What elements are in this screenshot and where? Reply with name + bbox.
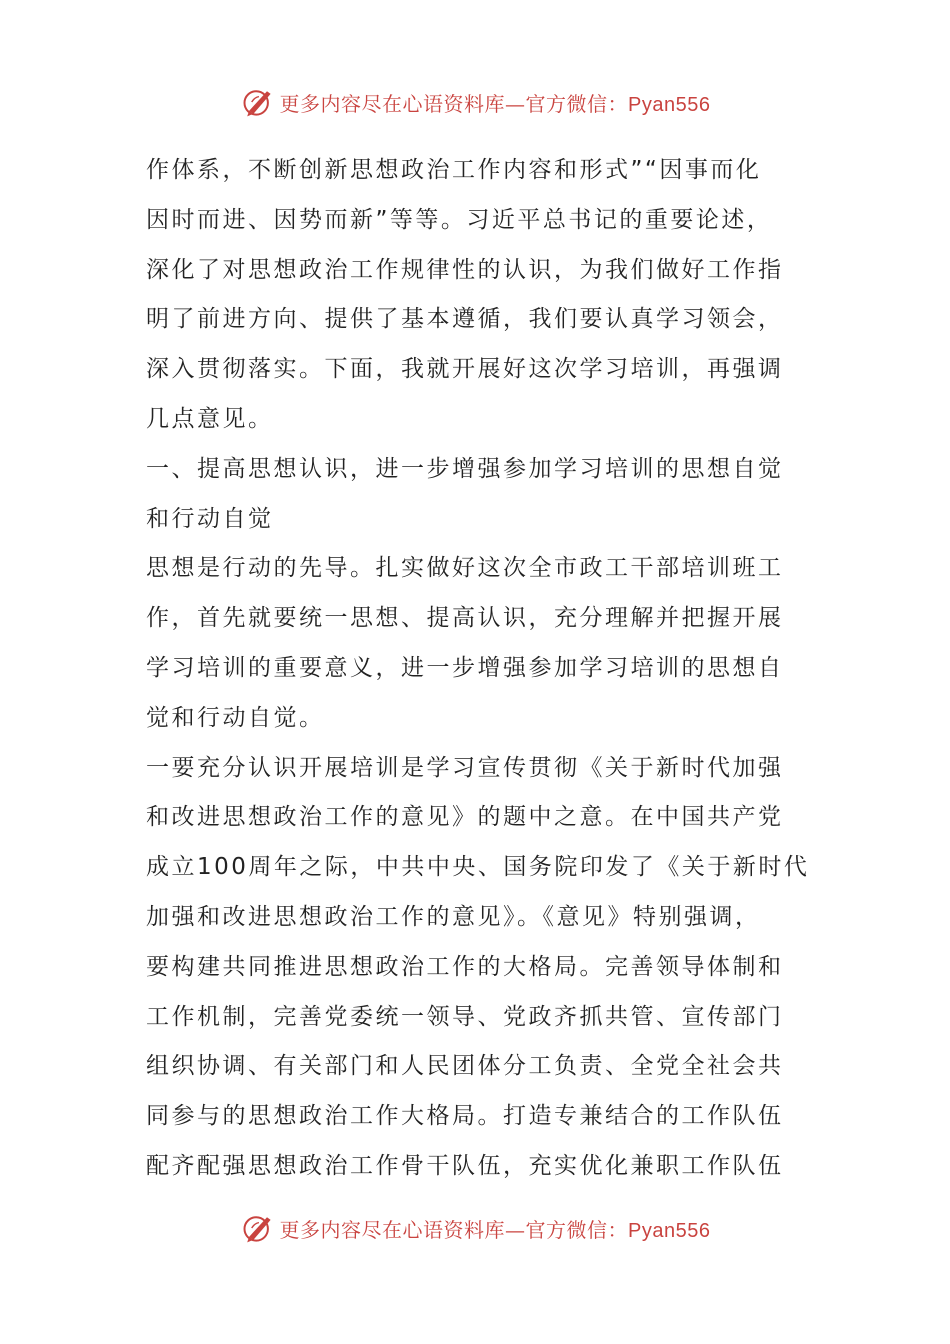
text-line: 作，首先就要统一思想、提高认识，充分理解并把握开展 — [146, 605, 784, 632]
footer-watermark-inner — [240, 1210, 711, 1246]
watermark-main-text: 更多内容尽在心语资料库—官方微信： — [279, 1217, 629, 1242]
wechat-id: Pyan556 — [628, 1219, 711, 1242]
pen-logo-icon — [240, 1210, 276, 1246]
text-line: 作体系，不断创新思想政治工作内容和形式”“因事而化 — [146, 157, 762, 183]
wechat-id: Pyan556 — [628, 93, 711, 116]
text-line: 组织协调、有关部门和人民团体分工负责、全党全社会共 — [146, 1053, 784, 1080]
section-heading-line: 一、提高思想认识，进一步增强参加学习培训的思想自觉 — [146, 455, 784, 482]
footer-watermark — [0, 1206, 950, 1250]
document-body — [146, 146, 816, 1192]
pen-logo-icon — [240, 84, 276, 120]
text-line: 要构建共同推进思想政治工作的大格局。完善领导体制和 — [146, 953, 784, 980]
text-line: 一要充分认识开展培训是学习宣传贯彻《关于新时代加强 — [146, 754, 784, 781]
text-line: 和改进思想政治工作的意见》的题中之意。在中国共产党 — [146, 804, 784, 831]
watermark-main-text: 更多内容尽在心语资料库—官方微信： — [279, 91, 629, 116]
text-line: 加强和改进思想政治工作的意见》。《意见》特别强调， — [146, 903, 761, 930]
text-line: 工作机制，完善党委统一领导、党政齐抓共管、宣传部门 — [146, 1003, 784, 1030]
text-line: 学习培训的重要意义，进一步增强参加学习培训的思想自 — [146, 654, 784, 681]
text-line: 因时而进、因势而新”等等。习近平总书记的重要论述， — [146, 206, 773, 233]
text-line: 明了前进方向、提供了基本遵循，我们要认真学习领会， — [146, 306, 784, 333]
text-line: 成立100周年之际，中共中央、国务院印发了《关于新时代 — [146, 854, 810, 881]
text-line: 深化了对思想政治工作规律性的认识，为我们做好工作指 — [146, 256, 784, 283]
text-line: 几点意见。 — [146, 405, 274, 432]
section-heading-line: 和行动自觉 — [146, 505, 274, 532]
text-line: 深入贯彻落实。下面，我就开展好这次学习培训，再强调 — [146, 356, 784, 383]
text-line: 配齐配强思想政治工作骨干队伍，充实优化兼职工作队伍 — [146, 1152, 784, 1179]
text-line: 觉和行动自觉。 — [146, 704, 325, 731]
header-watermark-text — [280, 88, 711, 117]
text-line: 同参与的思想政治工作大格局。打造专兼结合的工作队伍 — [146, 1103, 784, 1130]
footer-watermark-text — [280, 1214, 711, 1243]
text-line: 思想是行动的先导。扎实做好这次全市政工干部培训班工 — [146, 555, 784, 582]
header-watermark-inner — [240, 84, 711, 120]
header-watermark — [0, 80, 950, 124]
